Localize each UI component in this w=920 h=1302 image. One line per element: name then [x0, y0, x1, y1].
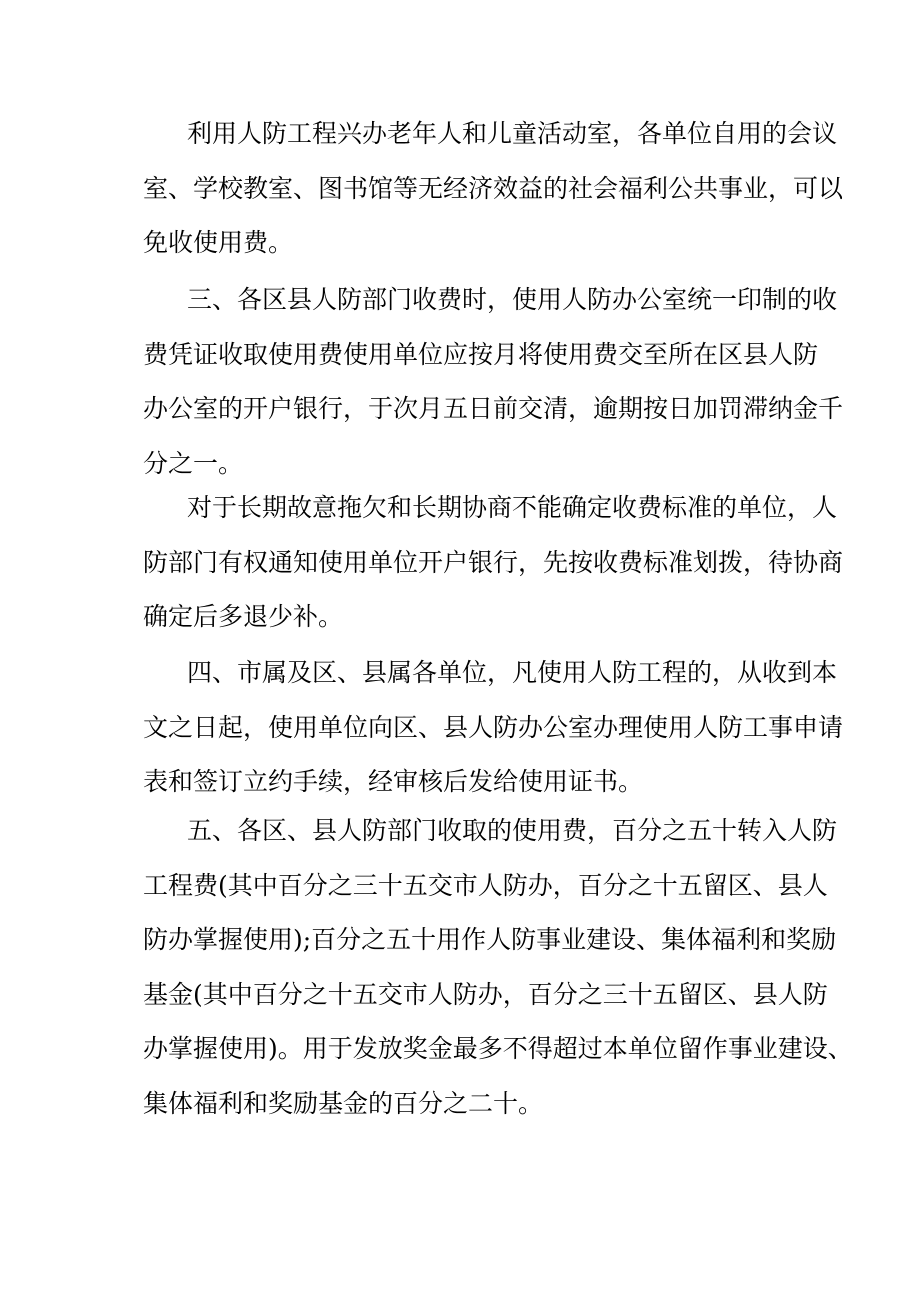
paragraph-line: 基金(其中百分之十五交市人防办，百分之三十五留区、县人防 — [143, 979, 828, 1009]
paragraph-line: 利用人防工程兴办老年人和儿童活动室，各单位自用的会议 — [187, 119, 838, 148]
paragraph-line: 防办掌握使用);百分之五十用作人防事业建设、集体福利和奖励 — [143, 925, 837, 954]
paragraph-line: 确定后多退少补。 — [143, 602, 344, 631]
paragraph-line: 免收使用费。 — [143, 228, 294, 257]
paragraph-line: 分之一。 — [143, 448, 244, 478]
paragraph-line: 工程费(其中百分之三十五交市人防办，百分之十五留区、县人 — [143, 870, 828, 900]
paragraph-line: 集体福利和奖励基金的百分之二十。 — [143, 1088, 544, 1118]
paragraph-line: 对于长期故意拖欠和长期协商不能确定收费标准的单位，人 — [187, 493, 838, 522]
paragraph-line: 文之日起，使用单位向区、县人防办公室办理使用人防工事申请 — [143, 712, 844, 742]
paragraph-arrears-handling — [143, 481, 844, 645]
paragraph-public-welfare-exemption — [143, 107, 844, 271]
paragraph-line: 费凭证收取使用费使用单位应按月将使用费交至所在区县人防 — [143, 339, 819, 369]
paragraph-line: 五、各区、县人防部门收取的使用费，百分之五十转入人防 — [187, 816, 838, 845]
paragraph-line: 表和签订立约手续，经审核后发给使用证书。 — [143, 767, 644, 796]
paragraph-line: 办公室的开户银行，于次月五日前交清，逾期按日加罚滞纳金千 — [143, 394, 844, 423]
paragraph-section-four — [143, 646, 844, 810]
paragraph-line: 办掌握使用)。用于发放奖金最多不得超过本单位留作事业建设、 — [143, 1034, 853, 1063]
paragraph-line: 防部门有权通知使用单位开户银行，先按收费标准划拨，待协商 — [143, 547, 844, 577]
paragraph-line: 室、学校教室、图书馆等无经济效益的社会福利公共事业，可以 — [143, 173, 844, 203]
paragraph-line: 三、各区县人防部门收费时，使用人防办公室统一印制的收 — [187, 285, 838, 314]
paragraph-line: 四、市属及区、县属各单位，凡使用人防工程的，从收到本 — [187, 658, 838, 687]
paragraph-section-five — [143, 804, 853, 1131]
paragraph-section-three — [143, 273, 844, 491]
